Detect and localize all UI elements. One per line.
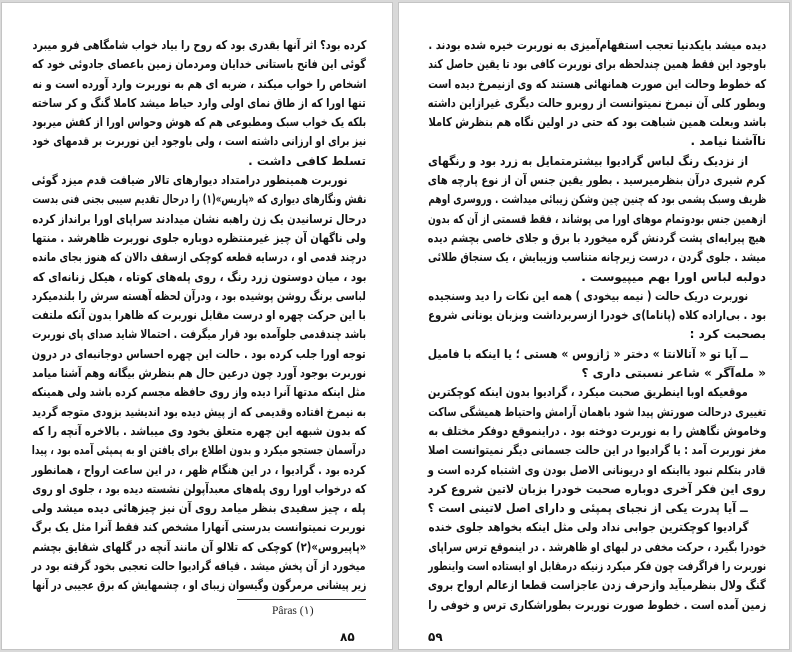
footnote: Pâras (۱) bbox=[272, 605, 314, 617]
footnote-rule bbox=[237, 599, 366, 600]
line-text: باوجود این فقط همین چندلحظه برای نوربرت کافی بود تا یقین حاصل کند bbox=[428, 57, 766, 72]
text-line bbox=[32, 422, 366, 441]
text-line bbox=[32, 248, 366, 267]
line-text: درحال ترسانیدن یک زن راهبه نشان میدادند سراپای اورا برانداز کرده bbox=[32, 211, 366, 226]
text-line bbox=[32, 113, 366, 132]
text-line bbox=[32, 94, 366, 113]
text-line bbox=[32, 345, 366, 364]
text-line bbox=[32, 268, 366, 287]
line-text: نوربرت را فراگرفت چون فکر میکرد زنیکه درمقابل او ایستاده است واینطور bbox=[428, 559, 766, 574]
line-text: باشد وبعلت همین شباهت بود که حتی در اولین نگاه هم بنظرش کاملا bbox=[428, 115, 766, 130]
text-line bbox=[32, 55, 366, 74]
line-text: که درخواب اورا روی پله‌های معبدآپولن نشسته دیده بود ، جلوی او روی bbox=[32, 481, 366, 496]
text-line bbox=[32, 480, 366, 499]
line-text: وخاموش نگاهش را به نوربرت دوخته بود . دراینموقع دوفکر مختلف به bbox=[428, 423, 766, 438]
line-text: ناآشنا نیامد . bbox=[690, 134, 766, 149]
text-line bbox=[32, 152, 366, 171]
text-line bbox=[32, 132, 366, 151]
text-line bbox=[32, 190, 366, 209]
line-text: روی این فکر آخری دوباره صحبت خودرا بزبان لاتین شروع کرد bbox=[428, 481, 766, 496]
text-line bbox=[32, 576, 366, 595]
text-line bbox=[428, 248, 766, 267]
line-text: گرادیوا کوچکترین جوابی نداد ولی مثل اینکه بخواهد جلوی خنده bbox=[428, 520, 748, 535]
page-number: ۵۹ bbox=[428, 630, 443, 644]
line-text: بلکه یک خواب سبک ومطبوعی هم که هوش وحواس اورا از کفش میربود bbox=[32, 115, 366, 130]
line-text: «پاپیروس»(۲) کوچکی که تلالو آن مانند آنچه در گلهای شقایق بچشم bbox=[32, 539, 366, 554]
line-text: گوئی این فاتح باستانی خدایان ومردمان زمین باعصای جادوئی خود که bbox=[32, 57, 366, 72]
text-line bbox=[428, 518, 766, 537]
text-line bbox=[32, 383, 366, 402]
line-text: ــ آیا تو « آتالانتا » دختر « ژازوس » هستی ؛ یا اینکه با فامیل bbox=[428, 346, 748, 361]
line-text: لباسی برنگ روشن پوشیده بود ، ودرآن لحظه آهسته سرش را بلندمیکرد bbox=[32, 288, 366, 303]
line-text: میخورد از آن پخش میشد . قیافه گرادیوا حالت تعجبی بخود گرفته بود در bbox=[32, 559, 366, 574]
text-line bbox=[428, 306, 766, 325]
line-text: که خطوط وحالت این صورت همانهائی هستند که وی ازنیمرخ دیده است bbox=[428, 76, 766, 91]
line-text: میشد . جلوی گردن ، درست زیرچانه متناسب وزیبایش ، یک سنجاق طلائی bbox=[428, 250, 766, 265]
line-text: که بدون شبهه این چهره متعلق بخود وی میباشد . بالاخره آنچه را که bbox=[32, 423, 366, 438]
line-text: بود ، میان دوستون زرد رنگ ، روی پله‌های کوتاه ، هیکل زنانه‌ای که bbox=[32, 269, 366, 284]
text-line bbox=[428, 383, 766, 402]
page-text-block bbox=[428, 36, 766, 615]
line-text: ازهمین جنس بودوتمام موهای اورا می پوشاند ، فقط قسمتی از آن که بدون bbox=[428, 211, 766, 226]
right-page bbox=[398, 2, 790, 650]
text-line bbox=[32, 557, 366, 576]
text-line bbox=[428, 190, 766, 209]
text-line bbox=[428, 461, 766, 480]
line-text: وبطور کلی آن نیمرخ نمیتوانست از روبرو حالت دیگری غیرازاین داشته bbox=[428, 95, 766, 110]
text-line bbox=[32, 36, 366, 55]
text-line bbox=[428, 210, 766, 229]
text-line bbox=[428, 364, 766, 383]
text-line bbox=[32, 499, 366, 518]
line-text: ولی ناگهان آن چیز غیرمنتظره دوباره جلوی نوربرت ظاهرشد . منتها bbox=[32, 230, 366, 245]
line-text: نیز برای او ارزانی داشته است ، ولی باوجود این نوربرت بر قدمهای خود bbox=[32, 134, 366, 149]
line-text: قادر بتکلم نبود یااینکه او دریونانی الاصل بودن وی اشتباه کرده است و bbox=[428, 462, 766, 477]
line-text: موقعیکه اوبا اینطریق صحبت میکرد ، گرادیوا بدون اینکه کوچکترین bbox=[428, 385, 748, 400]
line-text: زیر پیشانی مرمرگون وگیسوان زیبای او ، چشمهایش که برق عجیبی در آنها bbox=[32, 578, 366, 593]
line-text: پله ، چیز سفیدی بنظر میامد روی آن نیز چیزهائی دیده میشد ولی bbox=[32, 501, 366, 516]
text-line bbox=[428, 325, 766, 344]
line-text: بصحبت کرد : bbox=[689, 327, 766, 342]
text-line bbox=[428, 345, 766, 364]
line-text: کرده بود . گرادیوا ، در این هنگام ظهر ، در این ساعت ارواح ، همانطور bbox=[32, 462, 366, 477]
text-line bbox=[428, 538, 766, 557]
text-line bbox=[428, 403, 766, 422]
text-line bbox=[32, 325, 366, 344]
line-text: درچند قدمی او ، درسایه قطعه کوچکی ازسقف دالان که هنوز بجای مانده bbox=[32, 250, 366, 265]
text-line bbox=[428, 268, 766, 287]
text-line bbox=[32, 518, 366, 537]
text-line bbox=[32, 461, 366, 480]
line-text: نوربرت دریک حالت ( نیمه بیخودی ) همه این نکات را دید وسنجیده bbox=[428, 288, 748, 303]
line-text: « مله‌آگر » شاعر نسبتی داری ؟ bbox=[581, 366, 766, 381]
line-text: تغییری درحالت صورتش پیدا شود باهمان آرامش واحتیاط همیشگی ساکت bbox=[428, 404, 766, 419]
page-number: ۸۵ bbox=[340, 630, 355, 644]
line-text: اشخاص را خواب میکند ، ضربه ای هم به نوربرت وارد آورده است و نه bbox=[32, 76, 366, 91]
text-line bbox=[32, 441, 366, 460]
line-text: بود . بی‌اراده کلاه (پاناما)ی خودرا ازسربرداشت وبزبان یونانی شروع bbox=[428, 308, 766, 323]
line-text: دولبه لباس اورا بهم میپیوست . bbox=[581, 269, 766, 284]
line-text: هیچ پیرایه‌ای پشت گردنش گره میخورد با برق و جلای خاصی بچشم دیده bbox=[428, 230, 766, 245]
text-line bbox=[428, 557, 766, 576]
text-line bbox=[32, 210, 366, 229]
line-text: خودرا بگیرد ، حرکت مخفی در لبهای او ظاهرشد . در اینموقع ترس سراپای bbox=[428, 539, 766, 554]
line-text: مثل اینکه مدتها آنرا دیده واز روی حافظه مجسم کرده باشد ولی همینکه bbox=[32, 385, 366, 400]
text-line bbox=[428, 480, 766, 499]
line-text: از نزدیک رنگ لباس گرادیوا بیشترمتمایل به زرد بود و رنگهای bbox=[428, 153, 748, 168]
text-line bbox=[32, 287, 366, 306]
text-line bbox=[428, 441, 766, 460]
line-text: کرم شیری درآن بنظرمیرسید . بطور یقین جنس آن از نوع پارچه های bbox=[428, 173, 766, 188]
line-text: نوربرت نمیتوانست بدرستی آنهارا مشخص کند فقط آنرا مثل یک برگ bbox=[32, 520, 366, 535]
text-line bbox=[32, 75, 366, 94]
line-text: با این حرکت چهره او درست مقابل نوربرت که ظاهرا بدون آنکه ملتفت bbox=[32, 308, 366, 323]
text-line bbox=[428, 171, 766, 190]
line-text: ظریف وسبک پشمی بود که چنین چین وشکن زیبائی میداشت . وروسری اوهم bbox=[428, 192, 766, 207]
line-text: به نیمرخ افتاده وقدیمی که از پیش دیده بود اندیشید بزودی متوجه گردید bbox=[32, 404, 366, 419]
text-line bbox=[428, 229, 766, 248]
line-text: کرده بود؟ اثر آنها بقدری بود که روح را بیاد خواب شامگاهی فرو میبرد bbox=[32, 38, 366, 52]
text-line bbox=[428, 113, 766, 132]
line-text: زمین آمده است . خطوط صورت نوربرت بطوراشکاری ترس و خوفی را bbox=[428, 597, 766, 612]
text-line bbox=[428, 36, 766, 55]
text-line bbox=[32, 306, 366, 325]
text-line bbox=[428, 132, 766, 151]
text-line bbox=[32, 171, 366, 190]
text-line bbox=[32, 538, 366, 557]
line-text: تسلط کافی داشت . bbox=[248, 153, 366, 168]
text-line bbox=[32, 229, 366, 248]
line-text: نوربرت بوجود آورد چون درعین حال هم بنظرش بیگانه وهم آشنا میامد bbox=[32, 366, 366, 381]
line-text: نقش ونگارهای دیواری که «پاریس»(۱) را درحال تقدیم سیبی بجنی فنی بدست bbox=[32, 192, 366, 207]
page-text-block bbox=[32, 36, 366, 596]
line-text: درآسمان جستجو میکرد و بدون اطلاع برای یافتن او به پمپئی آمده بود ، پیدا bbox=[32, 443, 366, 458]
text-line bbox=[428, 55, 766, 74]
text-line bbox=[32, 364, 366, 383]
line-text: باشد چندقدمی جلوآمده بود قرار میگرفت . احتمالا شاید صدای پای نوربرت bbox=[32, 327, 366, 342]
text-line bbox=[428, 75, 766, 94]
text-line bbox=[428, 596, 766, 615]
left-page bbox=[1, 2, 393, 650]
line-text: تنها اورا که از طاق نمای اولی وارد حیاط میشد کاملا گنگ و کر ساخته bbox=[32, 95, 366, 110]
text-line bbox=[428, 576, 766, 595]
line-text: ــ آیا پدرت یکی از نجبای پمپئی و دارای اصل لاتینی است ؟ bbox=[428, 501, 748, 516]
line-text: گنگ ولال بنظرمیآید وازحرف زدن عاجزاست قطعا ازعالم ارواح بروی bbox=[428, 578, 766, 593]
text-line bbox=[32, 403, 366, 422]
line-text: نوربرت همینطور درامتداد دیوارهای تالار ضیافت قدم میزد گوئی bbox=[32, 173, 348, 188]
line-text: توجه اورا جلب کرده بود . حالت این چهره احساس دوجانبه‌ای در درون bbox=[32, 346, 366, 361]
text-line bbox=[428, 287, 766, 306]
line-text: مغز نوربرت آمد : یا گرادیوا در این حالت جسمانی دیگر نمیتوانست اصلا bbox=[428, 443, 766, 458]
text-line bbox=[428, 499, 766, 518]
text-line bbox=[428, 94, 766, 113]
text-line bbox=[428, 422, 766, 441]
text-line bbox=[428, 152, 766, 171]
line-text: دیده میشد بایکدنیا تعجب استفهام‌آمیزی به نوربرت خیره شده بودند . bbox=[428, 38, 766, 52]
